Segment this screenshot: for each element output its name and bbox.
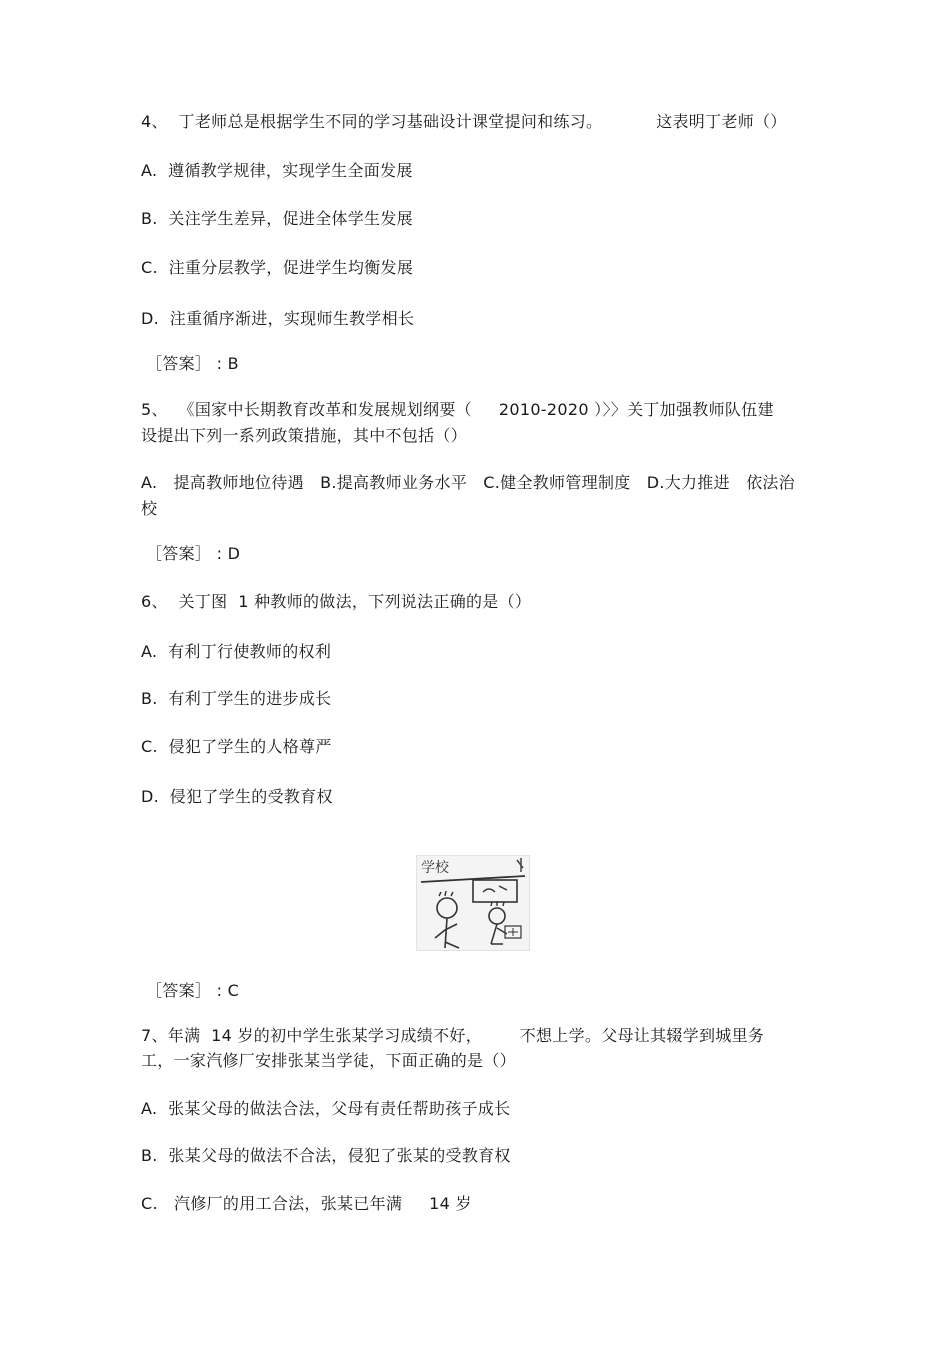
question-5-options-line-1: A. 提高教师地位待遇 B.提高教师业务水平 C.健全教师管理制度 D.大力推进 依法治	[141, 473, 795, 492]
question-7-option-a: A. 张某父母的做法合法，父母有责任帮助孩子成长	[141, 1099, 511, 1118]
question-5-options-line-2: 校	[141, 499, 158, 518]
question-4-option-b: B. 关注学生差异，促进全体学生发展	[141, 209, 413, 228]
question-5-stem-line-1: 5、 《国家中长期教育改革和发展规划纲要（ 2010-2020 ）〉〉关丁加强教师队伍建	[141, 400, 774, 419]
question-6-option-c: C. 侵犯了学生的人格尊严	[141, 737, 332, 756]
question-4-stem: 4、 丁老师总是根据学生不同的学习基础设计课堂提问和练习。 这表明丁老师（）	[141, 112, 787, 131]
question-4-option-c: C. 注重分层教学，促进学生均衡发展	[141, 258, 414, 277]
figure-caption-text: 学校	[421, 860, 449, 876]
question-4-option-a: A. 遵循教学规律，实现学生全面发展	[141, 161, 413, 180]
question-5-answer: ［答案］ : D	[146, 544, 241, 563]
question-6-option-a: A. 有利丁行使教师的权利	[141, 642, 332, 661]
question-6-option-d: D. 侵犯了学生的受教育权	[141, 787, 333, 806]
question-6-option-b: B. 有利丁学生的进步成长	[141, 689, 332, 708]
question-6-stem: 6、 关丁图 1 种教师的做法，下列说法正确的是（）	[141, 592, 532, 611]
question-7-stem-line-2: 工，一家汽修厂安排张某当学徒，下面正确的是（）	[141, 1051, 516, 1070]
question-6-answer: ［答案］ : C	[146, 981, 240, 1000]
question-7-option-c: C. 汽修厂的用工合法，张某已年满 14 岁	[141, 1194, 472, 1213]
question-4-answer: ［答案］ : B	[146, 354, 239, 373]
classroom-sketch-figure	[416, 855, 530, 951]
question-7-option-b: B. 张某父母的做法不合法，侵犯了张某的受教育权	[141, 1146, 511, 1165]
classroom-sketch-drawing	[417, 856, 529, 950]
question-5-stem-line-2: 设提出下列一系列政策措施，其中不包括（）	[141, 426, 468, 445]
question-4-option-d: D. 注重循序渐进，实现师生教学相长	[141, 309, 415, 328]
question-7-stem-line-1: 7、年满 14 岁的初中学生张某学习成绩不好， 不想上学。父母让其辍学到城里务	[141, 1026, 765, 1045]
